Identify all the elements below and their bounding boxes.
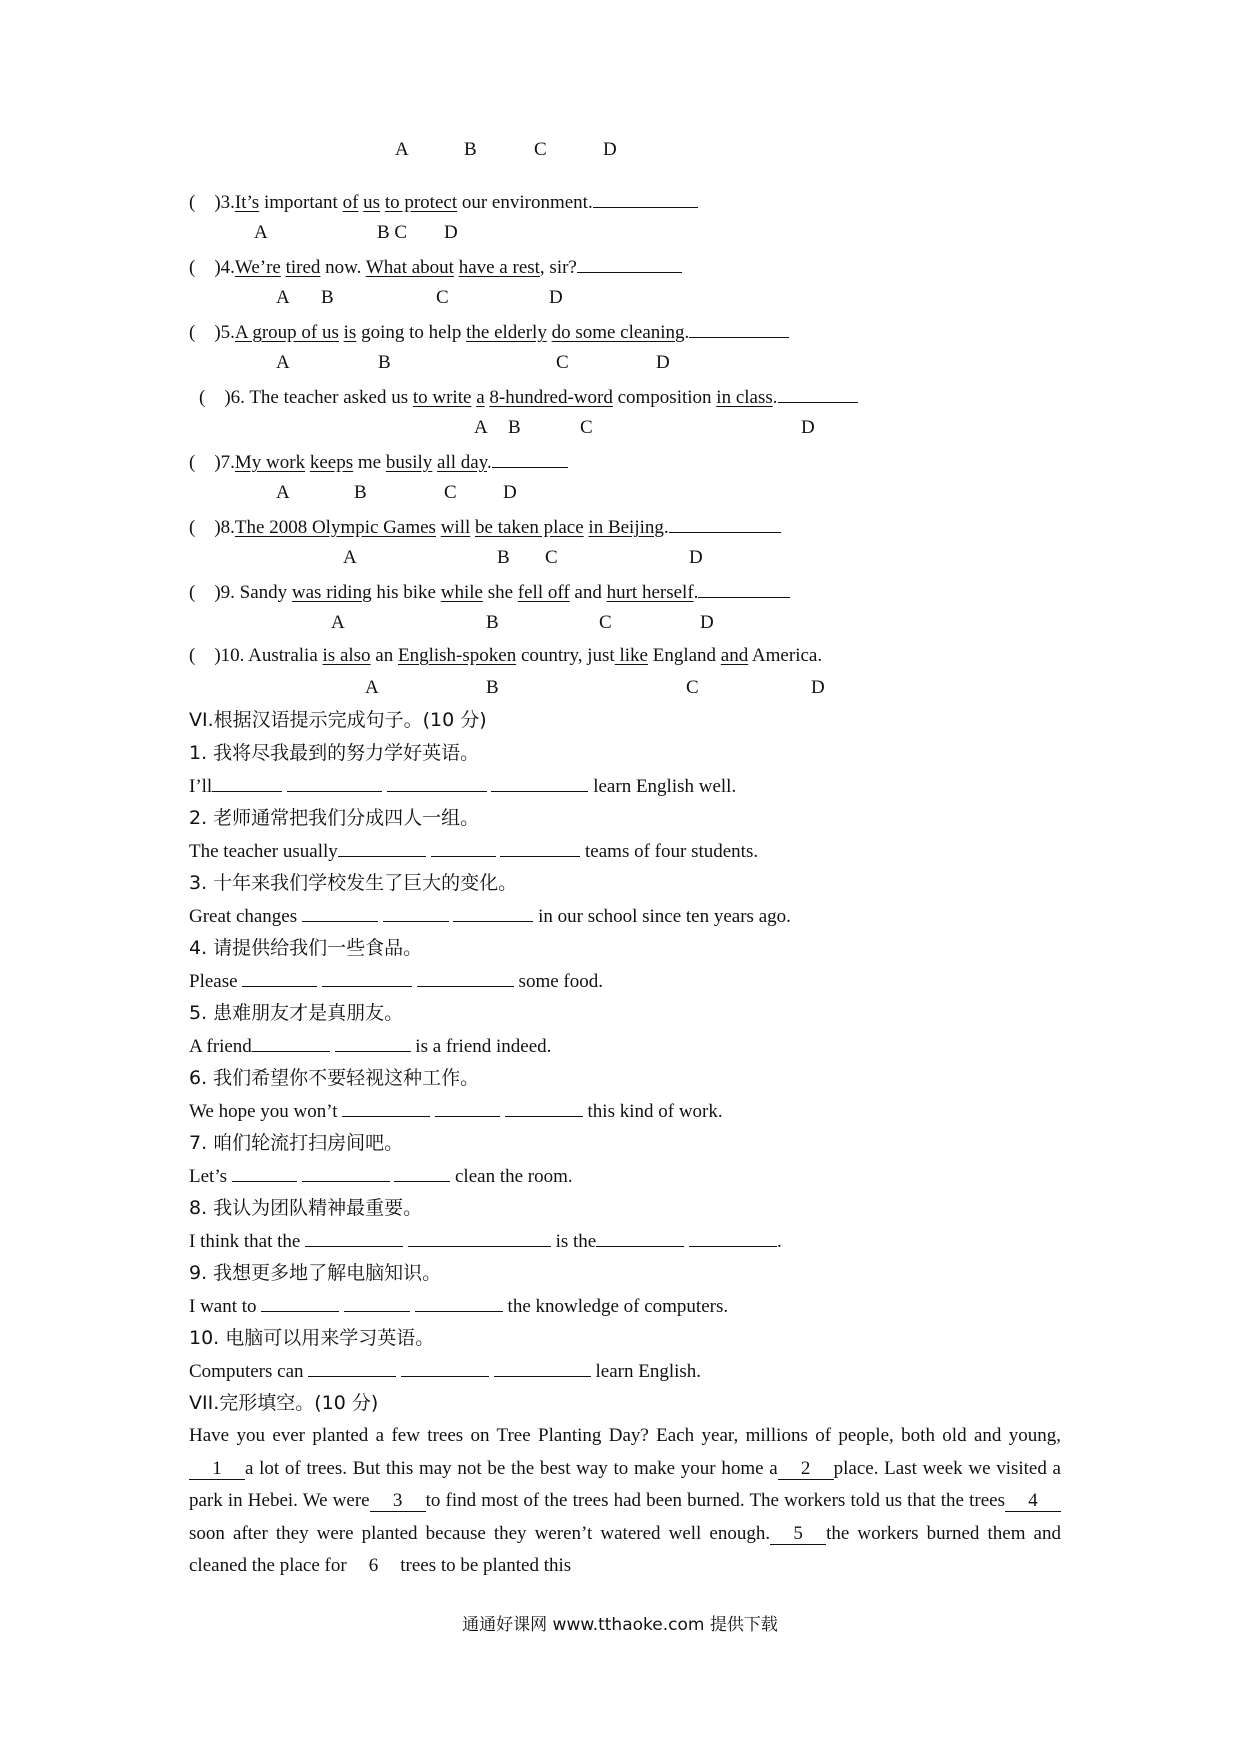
fill-blank[interactable] — [431, 838, 496, 857]
option-letter: C — [556, 352, 569, 373]
cloze-blank-1[interactable]: 1 — [189, 1459, 245, 1480]
fill-blank[interactable] — [302, 1163, 390, 1182]
option-letter: C — [545, 547, 558, 568]
option-letter: C — [436, 287, 449, 308]
translation-sentence-3: Great changes in our school since ten years ago. — [189, 903, 791, 929]
fill-blank[interactable] — [335, 1033, 411, 1052]
option-letter: D — [444, 222, 458, 243]
fill-blank[interactable] — [689, 1228, 777, 1247]
fill-blank[interactable] — [387, 773, 487, 792]
option-letter: D — [549, 287, 563, 308]
fill-blank[interactable] — [212, 773, 282, 792]
fill-blank[interactable] — [408, 1228, 551, 1247]
fill-blank[interactable] — [305, 1228, 403, 1247]
option-letter: A — [276, 352, 290, 373]
question-10: ( )10. Australia is also an English-spoken country, just like England and America. — [189, 645, 823, 666]
fill-blank[interactable] — [287, 773, 382, 792]
option-letter: A — [474, 417, 488, 438]
option-letter: A — [276, 482, 290, 503]
fill-blank[interactable] — [494, 1358, 591, 1377]
translation-sentence-5: A friend is a friend indeed. — [189, 1033, 551, 1059]
option-letter: D — [811, 677, 825, 698]
option-letter: C — [686, 677, 699, 698]
translation-prompt-6: 6. 我们希望你不要轻视这种工作。 — [189, 1067, 480, 1089]
translation-prompt-7: 7. 咱们轮流打扫房间吧。 — [189, 1132, 404, 1154]
answer-blank[interactable] — [492, 449, 568, 468]
option-letter: B C — [377, 222, 408, 243]
cloze-blank-2[interactable]: 2 — [778, 1459, 834, 1480]
page-footer: 通通好课网 www.tthaoke.com 提供下载 — [462, 1615, 778, 1635]
translation-prompt-5: 5. 患难朋友才是真朋友。 — [189, 1002, 404, 1024]
fill-blank[interactable] — [322, 968, 412, 987]
cloze-blank-3[interactable]: 3 — [370, 1491, 426, 1512]
fill-blank[interactable] — [383, 903, 449, 922]
answer-blank[interactable] — [698, 579, 790, 598]
fill-blank[interactable] — [232, 1163, 297, 1182]
fill-blank[interactable] — [308, 1358, 396, 1377]
option-letter: A — [395, 139, 409, 160]
fill-blank[interactable] — [338, 838, 426, 857]
option-letter: C — [599, 612, 612, 633]
answer-blank[interactable] — [669, 514, 781, 533]
option-letter: A — [343, 547, 357, 568]
option-letter: A — [276, 287, 290, 308]
option-letter: B — [508, 417, 521, 438]
translation-prompt-10: 10. 电脑可以用来学习英语。 — [189, 1327, 435, 1349]
cloze-blank-4[interactable]: 4 — [1005, 1491, 1061, 1512]
section-7-title: VII.完形填空。(10 分) — [189, 1392, 379, 1414]
translation-sentence-10: Computers can learn English. — [189, 1358, 701, 1384]
option-letter: B — [464, 139, 477, 160]
option-letter: C — [534, 139, 547, 160]
option-letter: B — [321, 287, 334, 308]
answer-blank[interactable] — [577, 254, 682, 273]
fill-blank[interactable] — [394, 1163, 450, 1182]
fill-blank[interactable] — [453, 903, 533, 922]
translation-prompt-3: 3. 十年来我们学校发生了巨大的变化。 — [189, 872, 518, 894]
question-7: ( )7.My work keeps me busily all day. — [189, 449, 568, 475]
question-6: ( )6. The teacher asked us to write a 8-hundred-word composition in class. — [199, 384, 858, 410]
option-letter: B — [497, 547, 510, 568]
fill-blank[interactable] — [344, 1293, 410, 1312]
fill-blank[interactable] — [302, 903, 378, 922]
option-letter: D — [689, 547, 703, 568]
option-letter: D — [503, 482, 517, 503]
cloze-blank-5[interactable]: 5 — [770, 1524, 826, 1545]
option-letter: B — [486, 612, 499, 633]
question-8: ( )8.The 2008 Olympic Games will be taken place in Beijing. — [189, 514, 781, 540]
fill-blank[interactable] — [596, 1228, 684, 1247]
option-letter: D — [801, 417, 815, 438]
question-9: ( )9. Sandy was riding his bike while she fell off and hurt herself. — [189, 579, 790, 605]
option-letter: D — [603, 139, 617, 160]
option-letter: C — [580, 417, 593, 438]
fill-blank[interactable] — [261, 1293, 339, 1312]
option-letter: D — [700, 612, 714, 633]
answer-blank[interactable] — [689, 319, 789, 338]
option-letter: C — [444, 482, 457, 503]
translation-prompt-1: 1. 我将尽我最到的努力学好英语。 — [189, 742, 480, 764]
section-6-title: VI.根据汉语提示完成句子。(10 分) — [189, 709, 487, 731]
translation-sentence-1: I’ll learn English well. — [189, 773, 736, 799]
option-letter: B — [354, 482, 367, 503]
fill-blank[interactable] — [401, 1358, 489, 1377]
fill-blank[interactable] — [491, 773, 588, 792]
option-letter: B — [486, 677, 499, 698]
translation-prompt-9: 9. 我想更多地了解电脑知识。 — [189, 1262, 442, 1284]
option-letter: A — [365, 677, 379, 698]
cloze-passage: Have you ever planted a few trees on Tree Planting Day? Each year, millions of people, both old and young,1 a lot of trees. But this may not be the best way to make your home a 2 place. Last week we visited a park in Hebei. We were 3 to find most of the trees had been burned. The workers told us that the trees 4soon after they were planted because they weren’t watered well enough. 5 the workers burned them and cleaned the place for 6 trees to be planted this — [189, 1420, 1061, 1583]
cloze-blank-6[interactable]: 6 — [368, 1555, 379, 1576]
translation-sentence-6: We hope you won’t this kind of work. — [189, 1098, 723, 1124]
option-letter: D — [656, 352, 670, 373]
fill-blank[interactable] — [417, 968, 514, 987]
translation-sentence-4: Please some food. — [189, 968, 603, 994]
translation-prompt-8: 8. 我认为团队精神最重要。 — [189, 1197, 423, 1219]
fill-blank[interactable] — [435, 1098, 500, 1117]
question-4: ( )4.We’re tired now. What about have a rest, sir? — [189, 254, 682, 280]
translation-sentence-8: I think that the is the . — [189, 1228, 782, 1254]
fill-blank[interactable] — [415, 1293, 503, 1312]
fill-blank[interactable] — [242, 968, 317, 987]
translation-prompt-4: 4. 请提供给我们一些食品。 — [189, 937, 423, 959]
question-3: ( )3.It’s important of us to protect our environment. — [189, 189, 698, 215]
translation-prompt-2: 2. 老师通常把我们分成四人一组。 — [189, 807, 480, 829]
question-5: ( )5.A group of us is going to help the elderly do some cleaning. — [189, 319, 789, 345]
translation-sentence-2: The teacher usually teams of four students. — [189, 838, 758, 864]
answer-blank[interactable] — [778, 384, 858, 403]
translation-sentence-7: Let’s clean the room. — [189, 1163, 573, 1189]
fill-blank[interactable] — [342, 1098, 430, 1117]
fill-blank[interactable] — [505, 1098, 583, 1117]
option-letter: A — [331, 612, 345, 633]
option-letter: A — [254, 222, 268, 243]
answer-blank[interactable] — [593, 189, 698, 208]
translation-sentence-9: I want to the knowledge of computers. — [189, 1293, 728, 1319]
fill-blank[interactable] — [500, 838, 580, 857]
option-letter: B — [378, 352, 391, 373]
fill-blank[interactable] — [252, 1033, 330, 1052]
